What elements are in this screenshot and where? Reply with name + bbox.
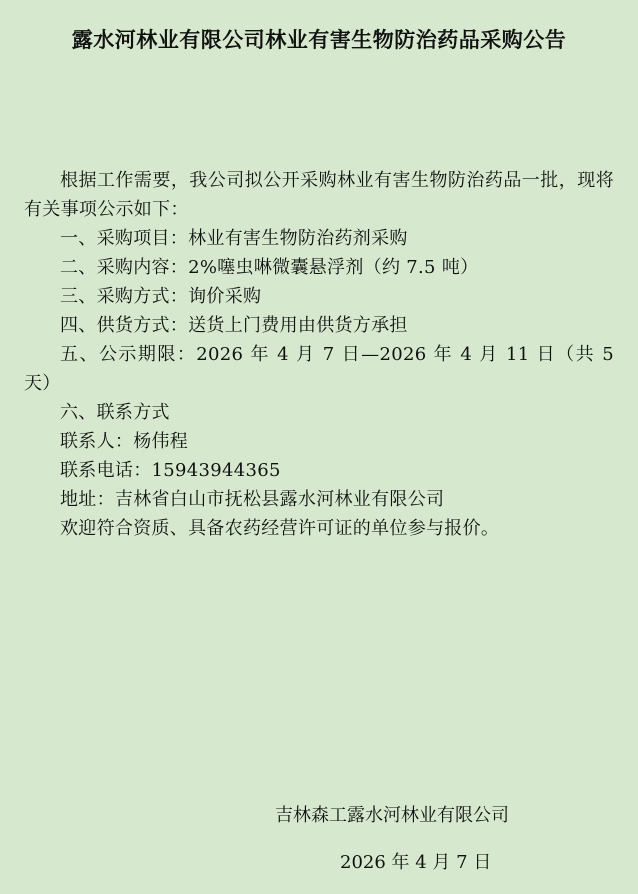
item-publicity-period: 五、公示期限：2026 年 4 月 7 日—2026 年 4 月 11 日（共 5 天）	[24, 344, 614, 394]
notice-title: 露水河林业有限公司林业有害生物防治药品采购公告	[71, 28, 567, 52]
contact-address: 地址：吉林省白山市抚松县露水河林业有限公司	[60, 489, 445, 510]
item-contact-heading: 六、联系方式	[60, 402, 170, 423]
item-supply-method: 四、供货方式：送货上门费用由供货方承担	[60, 315, 408, 336]
contact-person: 联系人：杨伟程	[60, 431, 189, 452]
signature-date: 2026 年 4 月 7 日	[340, 852, 492, 873]
notice-body	[24, 166, 614, 543]
item-procurement-method: 三、采购方式：询价采购	[60, 286, 262, 307]
intro-paragraph: 根据工作需要，我公司拟公开采购林业有害生物防治药品一批，现将有关事项公示如下：	[24, 170, 614, 220]
contact-phone: 联系电话：15943944365	[60, 460, 281, 481]
signature-company: 吉林森工露水河林业有限公司	[275, 805, 509, 826]
item-procurement-content: 二、采购内容：2%噻虫啉微囊悬浮剂（约 7.5 吨）	[60, 257, 479, 278]
closing-paragraph: 欢迎符合资质、具备农药经营许可证的单位参与报价。	[60, 518, 500, 539]
item-procurement-project: 一、采购项目：林业有害生物防治药剂采购	[60, 228, 408, 249]
